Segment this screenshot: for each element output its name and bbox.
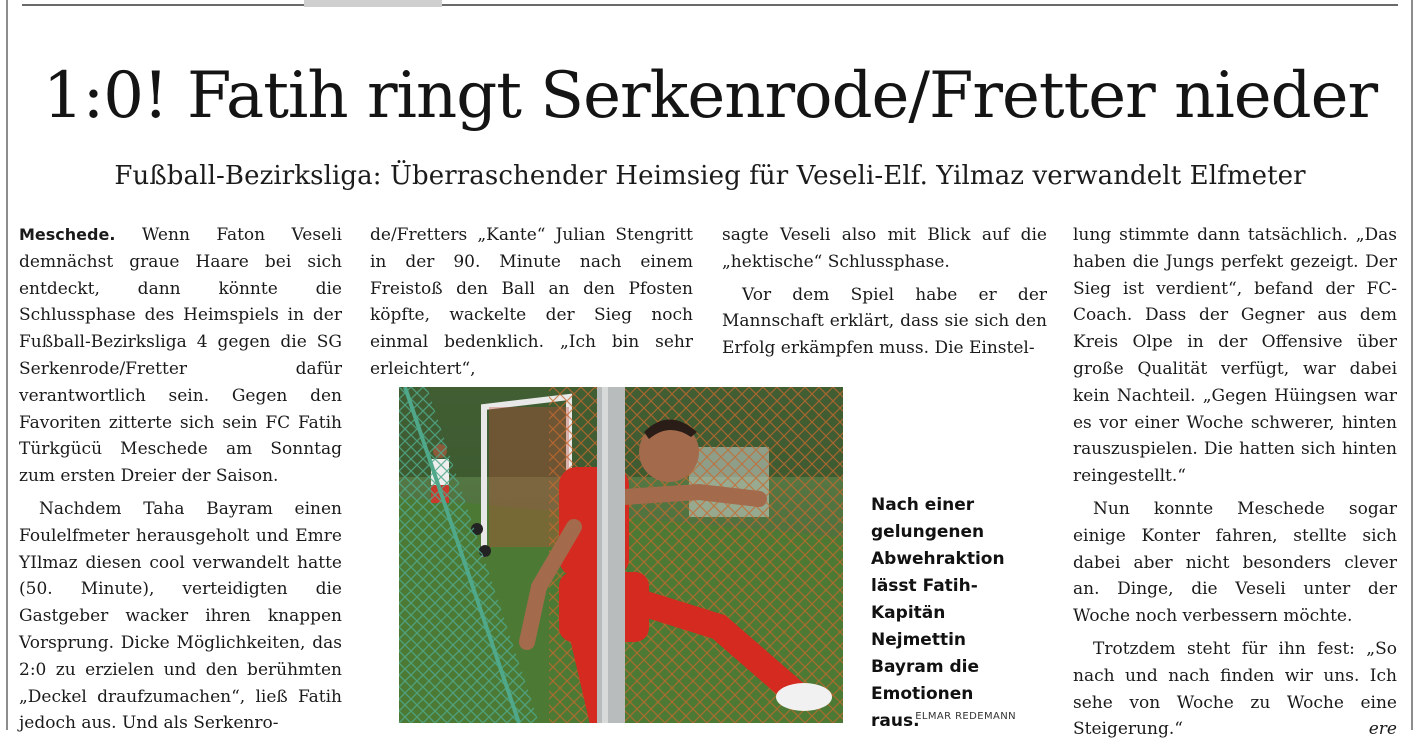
- photo-goalpost: [597, 387, 625, 723]
- top-rule: [22, 4, 1398, 6]
- article-column-1: [19, 222, 342, 737]
- article-paragraph: sagte Veseli also mit Blick auf die „hektische“ Schlussphase.: [722, 225, 1047, 272]
- article-paragraph: de/Fretters „Kante“ Julian Stengritt in der 90. Minute nach einem Freistoß den Ball an den Pfosten köpfte, wackelte der Sieg noch einmal bedenklich. „Ich bin sehr erleichtert“,: [370, 225, 693, 379]
- photo-player-arm: [624, 492, 759, 499]
- article-paragraph: [1073, 636, 1397, 743]
- article-subheadline: Fußball-Bezirksliga: Überraschender Heimsieg für Veseli-Elf. Yilmaz verwandelt Elfmeter: [114, 161, 1306, 191]
- article-paragraph: [19, 222, 342, 490]
- article-text: Trotzdem steht für ihn fest: „So nach und nach finden wir uns. Ich sehe von Woche zu Woche eine Steigerung.“: [1073, 638, 1397, 740]
- article-column-2: [370, 222, 693, 383]
- article-column-3: [722, 222, 1047, 362]
- article-paragraph: Nachdem Taha Bayram einen Foulelfmeter herausgeholt und Emre YIlmaz diesen cool verwandelt hatte (50. Minute), verteidigten die Gastgeber wacker ihren knappen Vorsprung. Dicke Möglichkeiten, das 2:0 zu erzielen und den berühmten „Deckel draufzumachen“, ließ Fatih jedoch aus. Und als Serkenro-: [19, 498, 342, 734]
- article-headline: 1:0! Fatih ringt Serkenrode/Fretter nieder: [42, 59, 1378, 133]
- top-rule-marker: [304, 0, 442, 7]
- article-column-4: [1073, 222, 1397, 743]
- author-initials: ere: [1368, 719, 1397, 740]
- photo-player-shoe: [776, 683, 832, 711]
- photo-caption: Nach einer gelungenen Abwehraktion lässt Fatih-Kapitän Nejmettin Bayram die Emotionen raus.: [871, 495, 1005, 731]
- article-photo: [399, 387, 843, 723]
- article-paragraph: Vor dem Spiel habe er der Mannschaft erklärt, dass sie sich den Erfolg erkämpfen muss. Die Einstel-: [722, 284, 1047, 359]
- article-text: Wenn Faton Veseli demnächst graue Haare bei sich entdeckt, dann könnte die Schlussphase des Heimspiels in der Fußball-Bezirksliga 4 gegen die SG Serkenrode/Fretter dafür verantwortlich sein. Gegen den Favoriten zitterte sich sein FC Fatih Türkgücü Meschede am Sonntag zum ersten Dreier der Saison.: [19, 225, 342, 487]
- article-paragraph: Nun konnte Meschede sogar einige Konter fahren, stellte sich dabei aber nicht besonders clever an. Dinge, die Veseli unter der Woche noch verbessern möchte.: [1073, 498, 1397, 627]
- photo-credit: ELMAR REDEMANN: [915, 711, 1016, 722]
- page-left-border: [6, 0, 8, 730]
- article-paragraph: lung stimmte dann tatsächlich. „Das haben die Jungs perfekt gezeigt. Der Sieg ist verdient“, befand der FC-Coach. Dass der Gegner aus dem Kreis Olpe in der Offensive über große Qualität verfügt, war dabei kein Nachteil. „Gegen Hüingsen war es vor einer Woche schwerer, hinten rauszuspielen. Die hatten sich hinten reingestellt.“: [1073, 225, 1397, 487]
- photo-illustration: [399, 387, 843, 723]
- page-right-border: [1411, 0, 1413, 730]
- photo-goalpost-highlight: [602, 387, 608, 723]
- article-dateline: Meschede.: [19, 225, 116, 244]
